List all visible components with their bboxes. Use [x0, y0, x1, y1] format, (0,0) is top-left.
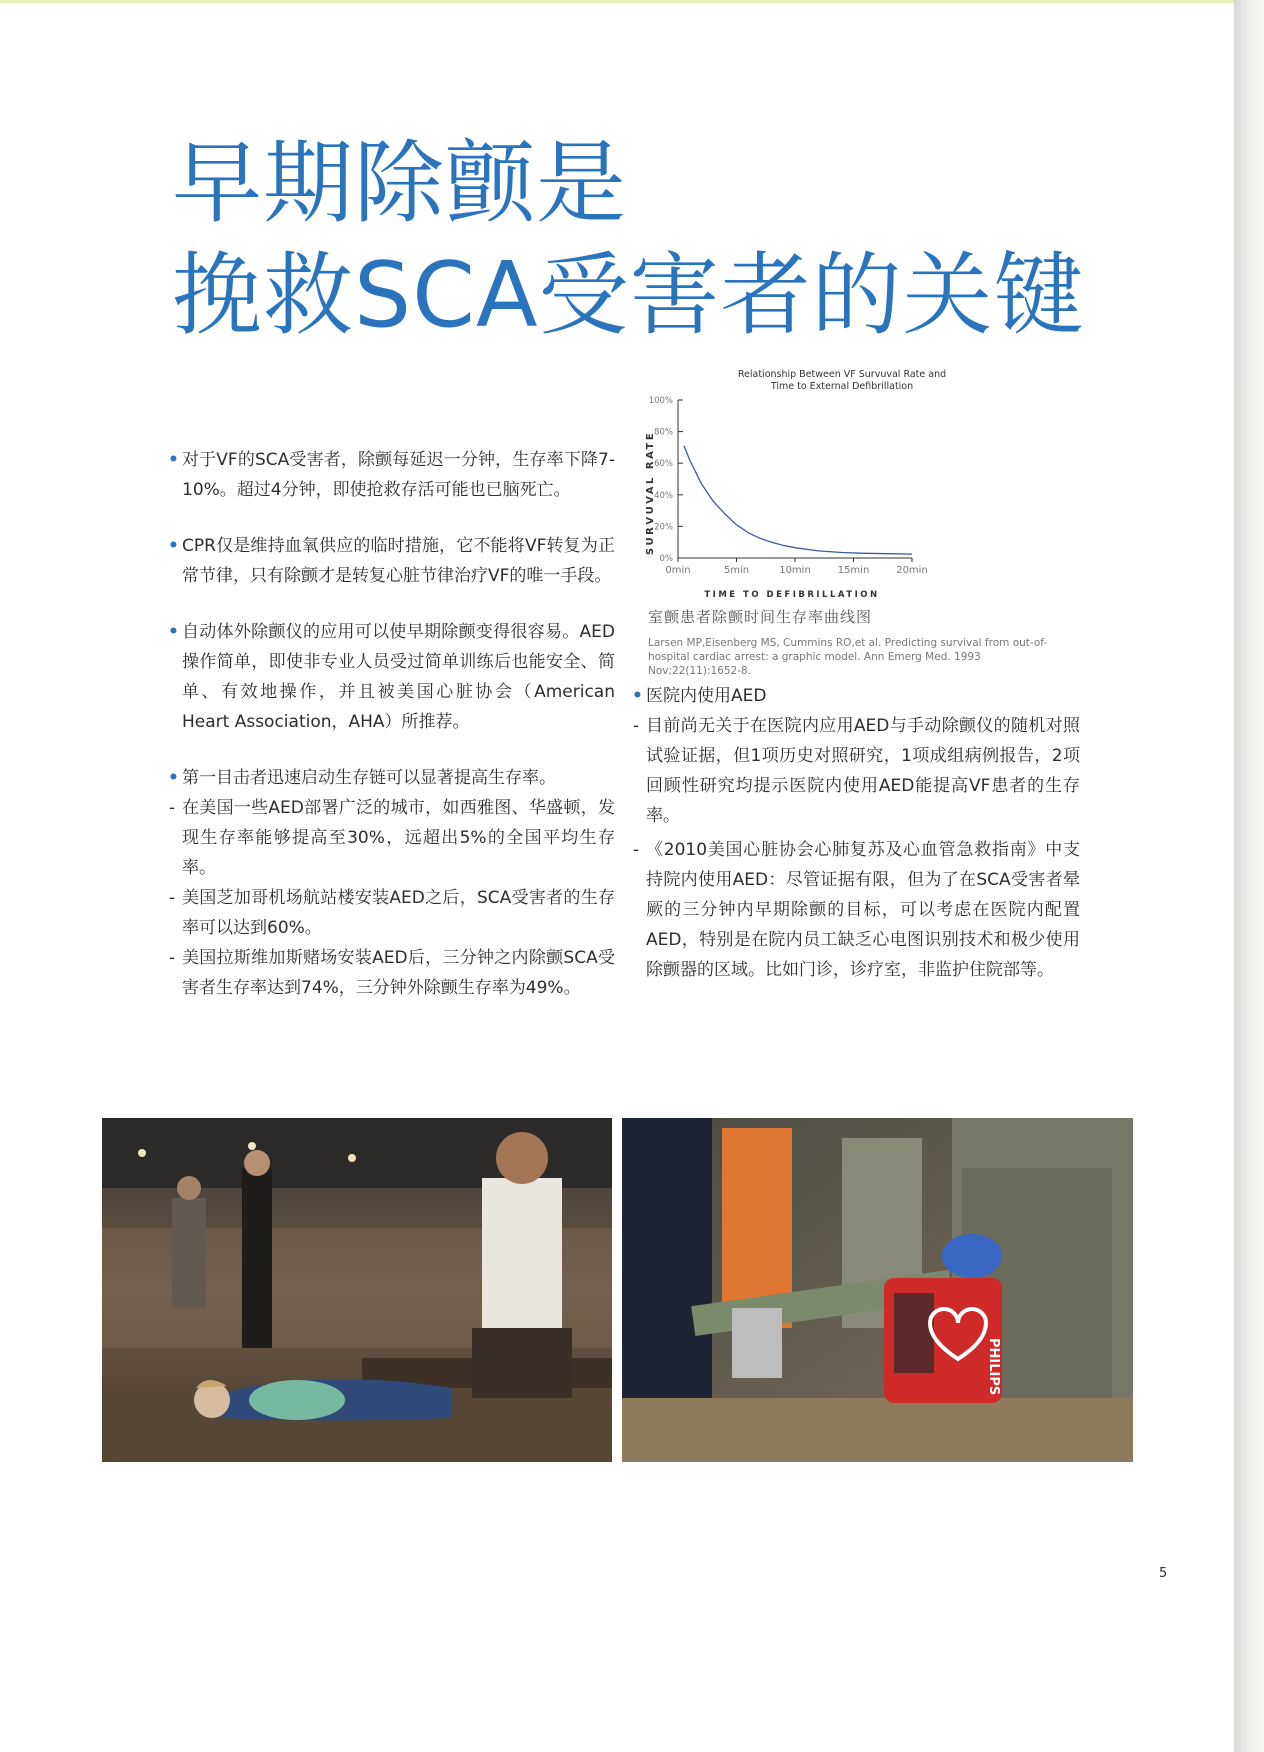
dash-chicago-airport: - 美国芝加哥机场航站楼安装AED之后，SCA受害者的生存率可以达到60%。: [168, 883, 615, 943]
dash-las-vegas: - 美国拉斯维加斯赌场安装AED后，三分钟之内除颤SCA受害者生存率达到74%，三分钟外除颤生存率为49%。: [168, 943, 615, 1003]
chart-caption: 室颤患者除颤时间生存率曲线图: [648, 608, 873, 626]
page-number: 5: [1159, 1566, 1168, 1581]
photo-military-aed: [622, 1118, 1133, 1462]
page-edge: [1234, 0, 1264, 1752]
survival-curve: [684, 446, 912, 554]
dash-us-cities: - 在美国一些AED部署广泛的城市，如西雅图、华盛顿，发现生存率能够提高至30%，远超出5%的全国平均生存率。: [168, 793, 615, 883]
dash-aha-guideline: - 《2010美国心脏协会心肺复苏及心血管急救指南》中支持院内使用AED：尽管证据有限，但为了在SCA受害者晕厥的三分钟内早期除颤的目标，可以考虑在医院内配置AED，特别是在院内员工缺乏心电图识别技术和极少使用除颤器的区域。比如门诊，诊疗室，非监护住院部等。: [632, 835, 1080, 985]
x-tick-label: 10min: [779, 565, 811, 576]
chart-title-line-1: Relationship Between VF Survuval Rate and: [737, 369, 947, 380]
bullet-aed-use: • 自动体外除颤仪的应用可以使早期除颤变得很容易。AED操作简单，即使非专业人员受过简单训练后也能安全、简单、有效地操作，并且被美国心脏协会（American Heart Association，AHA）所推荐。: [168, 617, 615, 737]
survival-rate-chart: [630, 365, 1010, 615]
x-tick-label: 20min: [896, 565, 928, 576]
chart-title-line-2: Time to External Defibrillation: [770, 381, 914, 392]
y-tick-label: 80%: [654, 427, 673, 438]
right-column: [632, 681, 1080, 985]
military-aed-illustration: [622, 1118, 1133, 1462]
gym-cpr-illustration: [102, 1118, 612, 1462]
bullet-in-hospital-aed: • 医院内使用AED: [632, 681, 1080, 711]
blue-glove: [942, 1234, 1002, 1278]
title-line-1: 早期除颤是: [172, 131, 627, 236]
y-tick-label: 20%: [654, 522, 673, 533]
chart-y-label: SURVUVAL RATE: [645, 430, 656, 556]
title-line-2: 挽救SCA受害者的关键: [172, 243, 1085, 348]
photo-gym-cpr: [102, 1118, 612, 1462]
x-tick-label: 0min: [665, 565, 691, 576]
x-tick-label: 15min: [837, 565, 870, 576]
y-tick-label: 60%: [654, 459, 673, 470]
y-tick-label: 40%: [654, 490, 673, 501]
bullet-cpr: • CPR仅是维持血氧供应的临时措施，它不能将VF转复为正常节律，只有除颤才是转复心脏节律治疗VF的唯一手段。: [168, 531, 615, 591]
philips-brand-text: PHILIPS: [986, 1338, 1001, 1396]
y-tick-label: 0%: [659, 554, 673, 564]
left-column: [168, 445, 615, 1029]
bullet-chain-of-survival: • 第一目击者迅速启动生存链可以显著提高生存率。: [168, 763, 615, 793]
x-tick-label: 5min: [723, 565, 750, 576]
chart-citation: Larsen MP,Eisenberg MS, Cummins RO,et al. Predicting survival from out-of-hospital cardiac arrest: a graphic model. Ann Emerg Med. 1993 Nov;22(11):1652-8.: [648, 637, 1048, 677]
bullet-vf-delay: • 对于VF的SCA受害者，除颤每延迟一分钟，生存率下降7-10%。超过4分钟，即使抢救存活可能也已脑死亡。: [168, 445, 615, 505]
top-edge: [0, 0, 1234, 3]
chart-x-label: TIME TO DEFIBRILLATION: [704, 590, 880, 600]
page-title: [172, 128, 1085, 352]
y-tick-label: 100%: [648, 396, 673, 406]
dash-evidence: - 目前尚无关于在医院内应用AED与手动除颤仪的随机对照试验证据，但1项历史对照研究，1项成组病例报告，2项回顾性研究均提示医院内使用AED能提高VF患者的生存率。: [632, 711, 1080, 831]
plot-area: [684, 446, 912, 554]
x-axis: [665, 558, 927, 576]
